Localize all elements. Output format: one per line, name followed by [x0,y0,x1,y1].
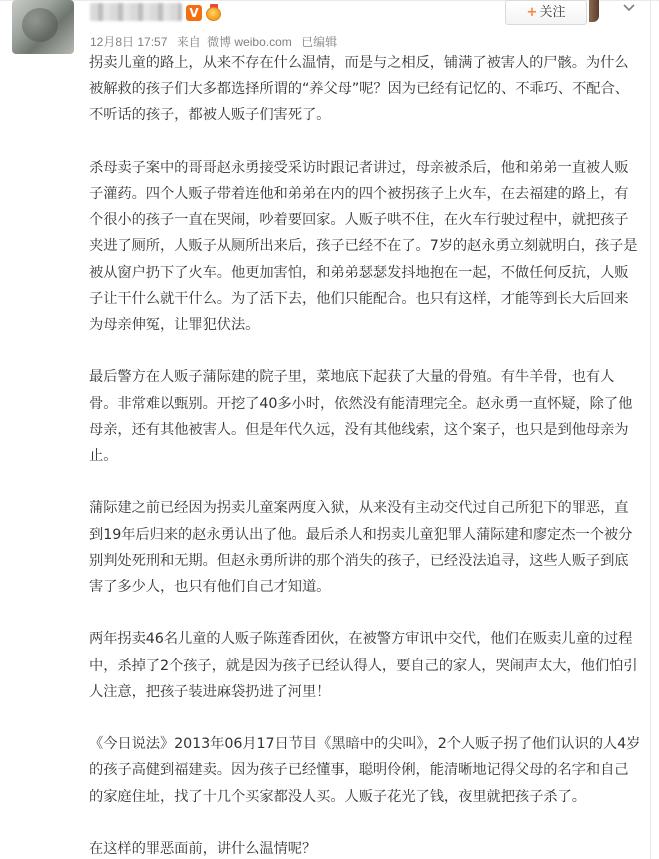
author-name-blurred[interactable] [90,3,182,21]
follow-button[interactable] [505,0,587,25]
post-time[interactable]: 12月8日 17:57 [90,35,168,49]
avatar[interactable] [12,0,74,54]
chevron-down-icon[interactable] [621,2,637,14]
medal-icon[interactable] [206,5,223,21]
source-prefix: 来自 [176,35,201,49]
post-paragraph: 杀母卖子案中的哥哥赵永勇接受采访时跟记者讲过，母亲被杀后，他和弟弟一直被人贩子灌药。四个人贩子带着连他和弟弟在内的四个被拐孩子上火车，在去福建的路上，有个很小的孩子一直在哭闹，吵着要回家。人贩子哄不住，在火车行驶过程中，就把孩子夹进了厕所，人贩子从厕所出来后，孩子已经不在了。7岁的赵永勇立刻就明白，孩子是被从窗户扔下了火车。他更加害怕，和弟弟瑟瑟发抖地抱在一起，不做任何反抗，人贩子让干什么就干什么。为了活下去，他们只能配合。也只有这样，才能等到长大后回来为母亲伸冤，让罪犯伏法。 [89,159,638,334]
edited-label[interactable]: 已编辑 [301,35,338,49]
post-paragraph: 蒲际建之前已经因为拐卖儿童案两度入狱，从来没有主动交代过自己所犯下的罪恶，直到19年后归来的赵永勇认出了他。最后杀人和拐卖儿童犯罪人蒲际建和廖定杰一个被分别判处死刑和无期。但赵永勇所讲的那个消失的孩子，已经没法追寻，这些人贩子到底害了多少人，也只有他们自己才知道。 [89,500,633,596]
right-border [650,0,651,859]
verified-badge-icon[interactable]: V [186,5,202,21]
post-paragraph: 两年拐卖46名儿童的人贩子陈莲香团伙，在被警方审讯中交代，他们在贩卖儿童的过程中，杀掉了2个孩子，就是因为孩子已经认得人，要自己的家人，哭闹声太大，他们怕引人注意，把孩子装进麻袋扔进了河里！ [89,631,638,700]
post-meta [90,33,343,50]
plus-icon: + [526,5,538,20]
cropped-side-image [589,0,599,22]
post-paragraph: 在这样的罪恶面前，讲什么温情呢？ [89,841,317,857]
follow-label: 关注 [539,5,566,20]
post-paragraph: 最后警方在人贩子蒲际建的院子里，菜地底下起获了大量的骨殖。有牛羊骨，也有人骨。非常难以甄别。开挖了40多小时，依然没有能清理完全。赵永勇一直怀疑，除了他母亲，还有其他被害人。但是年代久远，没有其他线索，这个案子，也只是到他母亲为止。 [89,369,633,465]
post-body [89,50,641,859]
post-paragraph: 《今日说法》2013年06月17日节目《黑暗中的尖叫》，2个人贩子拐了他们认识的人4岁的孩子高健到福建卖。因为孩子已经懂事，聪明伶俐，能清晰地记得父母的名字和自己的家庭住址，找了十几个买家都没人买。人贩子花光了钱，夜里就把孩子杀了。 [89,736,641,805]
post-source[interactable]: 微博 weibo.com [207,35,292,49]
post-paragraph: 拐卖儿童的路上，从来不存在什么温情，而是与之相反，铺满了被害人的尸骸。为什么被解救的孩子们大多都选择所谓的“养父母”呢？因为已经有记忆的、不乖巧、不配合、不听话的孩子，都被人贩子们害死了。 [89,55,629,124]
